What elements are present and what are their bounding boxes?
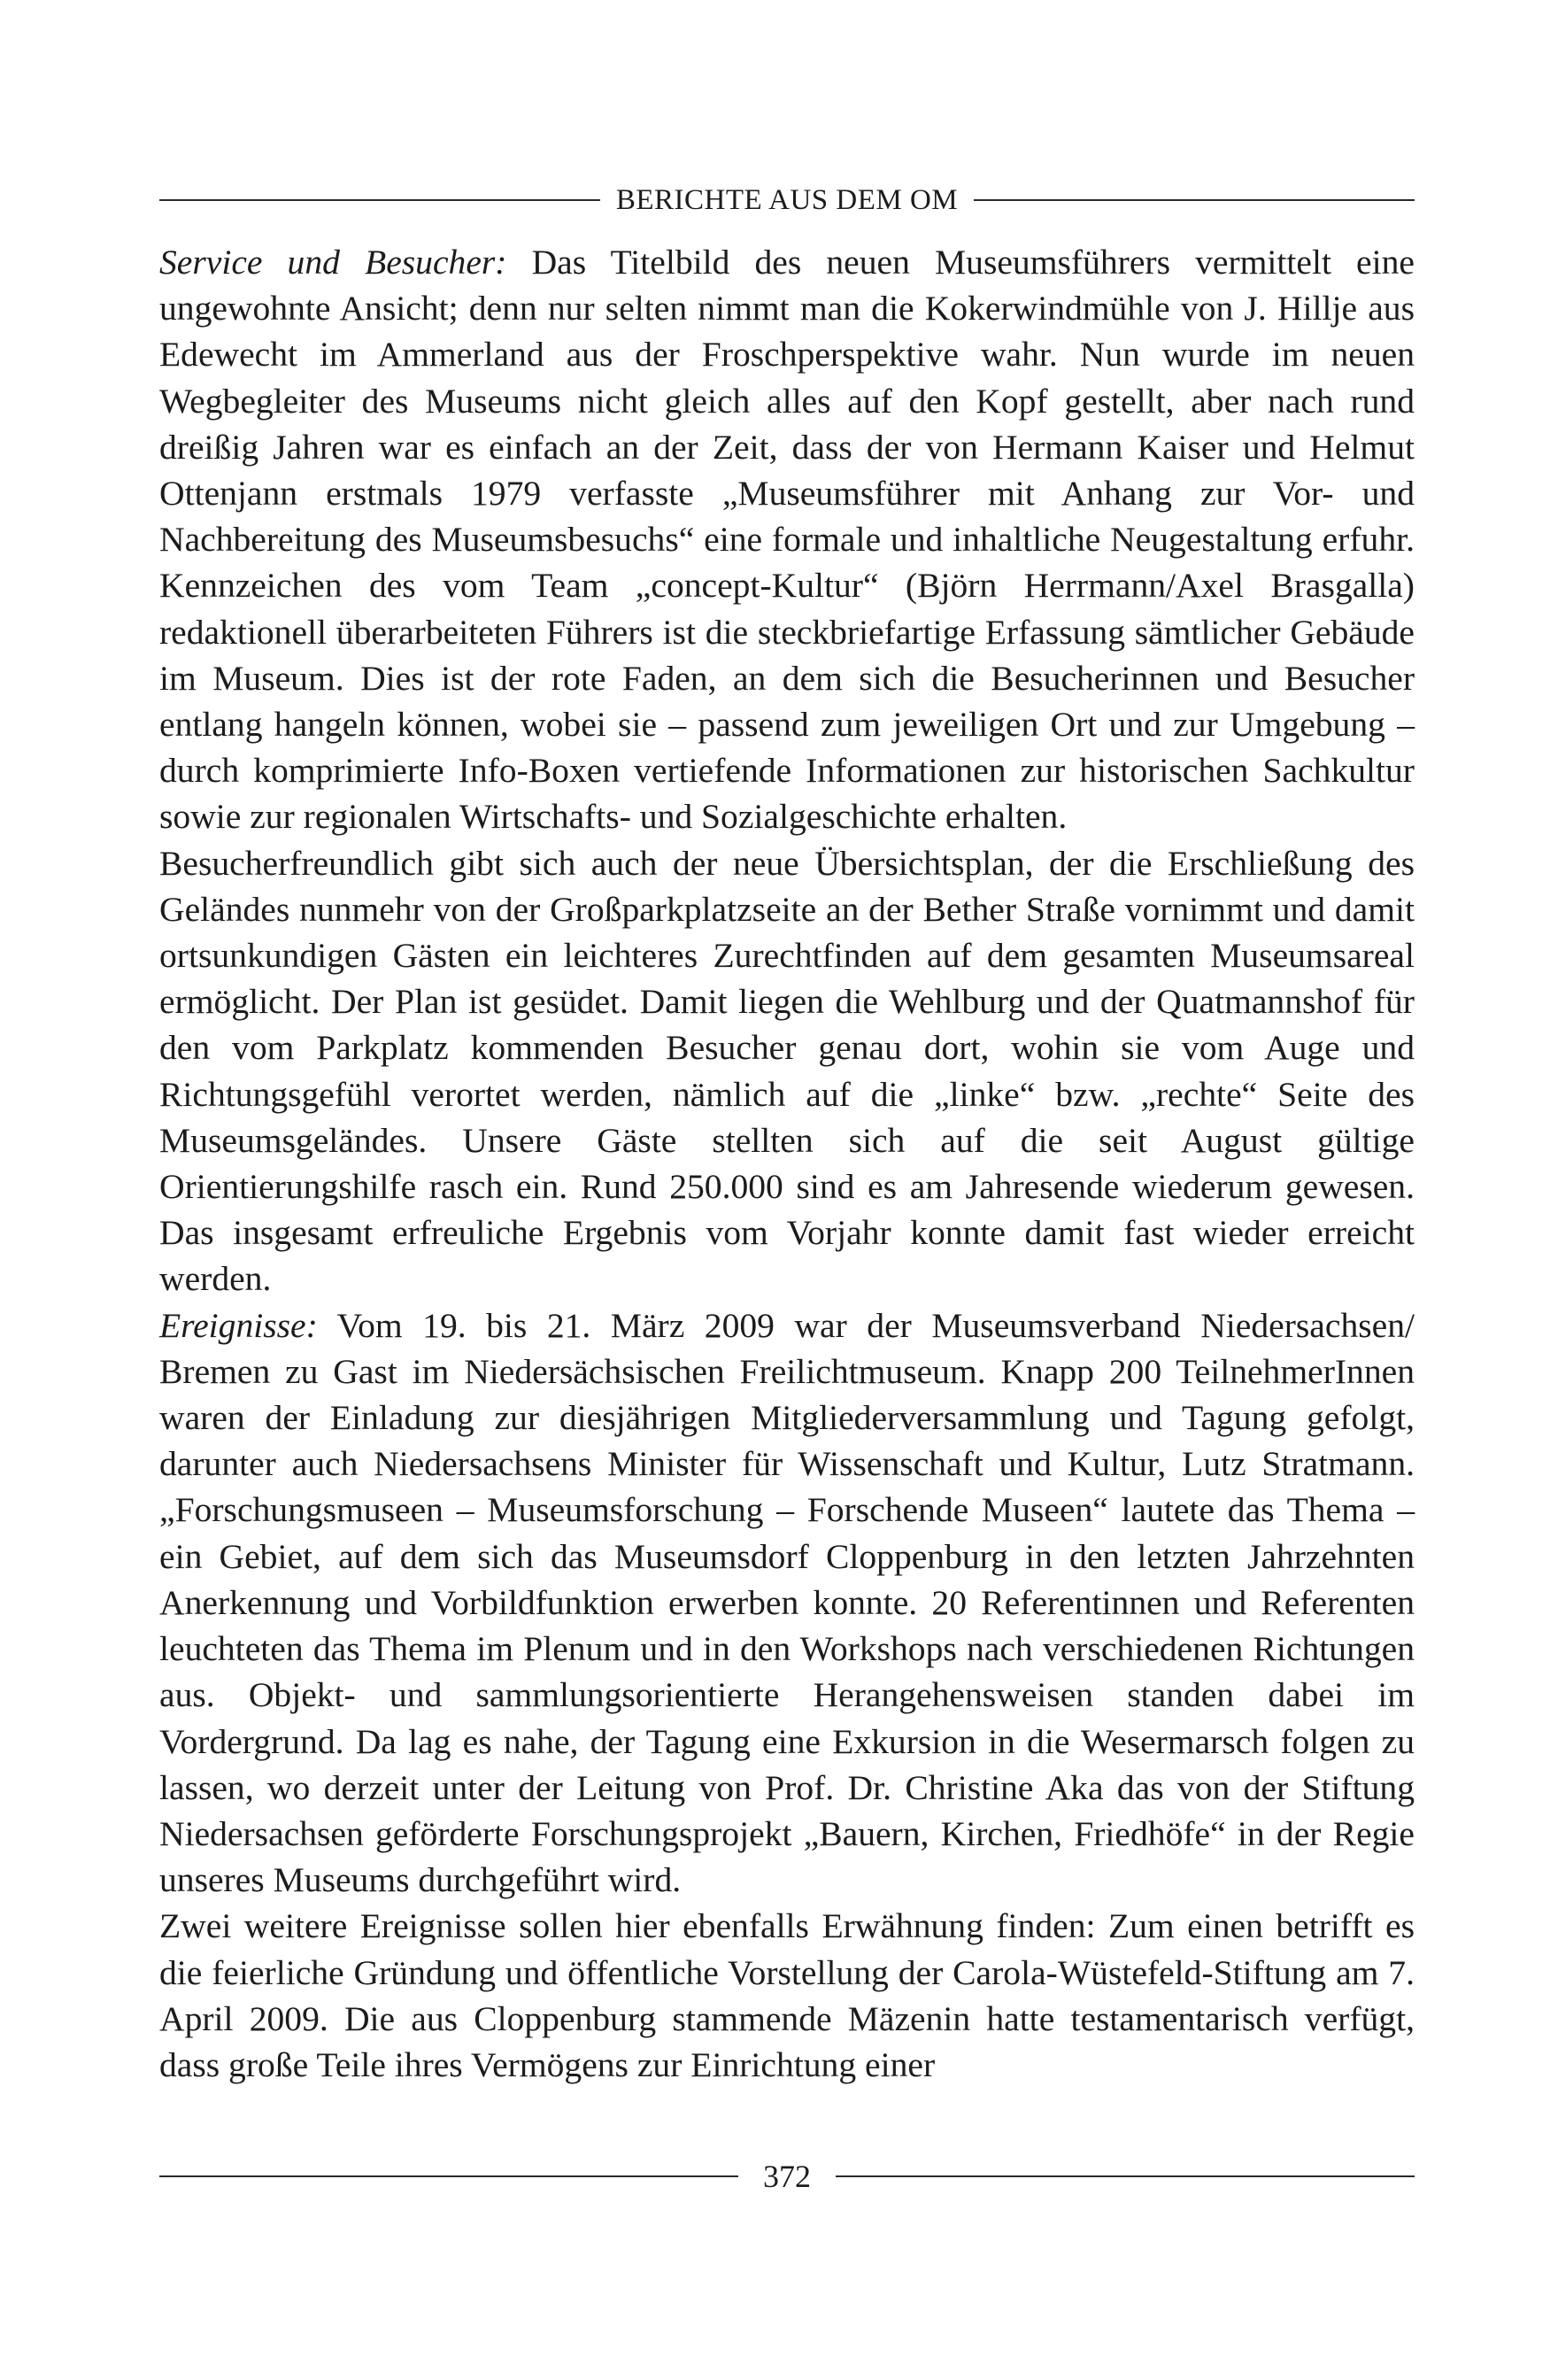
paragraph-text: Besucherfreundlich gibt sich auch der neue Übersichtsplan, der die Erschließung des Geländes nunmehr von der Großparkplatzseite an der Bether Straße vornimmt und damit ortsunkundigen Gästen ein leichteres Zurechtfinden auf dem gesamten Museumsareal ermöglicht. Der Plan ist gesüdet. Damit liegen die Wehlburg und der Quatmannshof für den vom Parkplatz kommenden Besucher genau dort, wohin sie vom Auge und Richtungsgefühl verortet werden, nämlich auf die „linke“ bzw. „rechte“ Seite des Museumsgeländes. Unsere Gäste stellten sich auf die seit August gültige Orientierungshilfe rasch ein. Rund 250.000 sind es am Jahresende wiederum gewesen. Das insgesamt erfreuliche Ergebnis vom Vorjahr konnte damit fast wieder erreicht werden. [159, 843, 1415, 1299]
page [159, 174, 1415, 2088]
paragraph-ereignisse [159, 1302, 1415, 1904]
body-text [159, 239, 1415, 2088]
header-rule-left [159, 199, 600, 201]
paragraph-text: Das Titelbild des neuen Museumsführers vermittelt eine ungewohnte Ansicht; denn nur selten nimmt man die Kokerwindmühle von J. Hillje aus Edewecht im Ammerland aus der Froschperspektive wahr. Nun wurde im neuen Wegbegleiter des Museums nicht gleich alles auf den Kopf gestellt, aber nach rund dreißig Jahren war es einfach an der Zeit, dass der von Hermann Kaiser und Helmut Ottenjann erstmals 1979 verfasste „Museumsführer mit Anhang zur Vor- und Nachbereitung des Museumsbesuchs“ eine formale und inhaltliche Neugestaltung erfuhr. Kennzeichen des vom Team „concept-Kultur“ (Björn Herrmann/Axel Brasgalla) redaktionell überarbeiteten Führers ist die steckbriefartige Erfassung sämtlicher Gebäude im Museum. Dies ist der rote Faden, an dem sich die Besucherinnen und Besucher entlang hangeln können, wobei sie – passend zum jeweiligen Ort und zur Umgebung – durch komprimierte Info-Boxen vertiefende Informationen zur historischen Sachkultur sowie zur regionalen Wirtschafts- und Sozialgeschichte erhalten. [159, 243, 1415, 837]
paragraph-zwei-weitere-ereignisse [159, 1903, 1415, 2088]
page-footer [159, 2150, 1415, 2203]
paragraph-lead: Ereignisse: [159, 1305, 318, 1345]
footer-rule-left [159, 2175, 738, 2177]
page-number: 372 [763, 2159, 811, 2194]
paragraph-lead: Service und Besucher: [159, 243, 507, 282]
paragraph-text: Zwei weitere Ereignisse sollen hier ebenfalls Erwähnung finden: Zum einen betrifft es die feierliche Gründung und öffentliche Vorstellung der Carola-Wüstefeld-Stiftung am 7. April 2009. Die aus Cloppenburg stammende Mäzenin hatte testamentarisch verfügt, dass große Teile ihres Vermögens zur Einrichtung einer [159, 1906, 1415, 2084]
running-header [159, 174, 1415, 227]
paragraph-text: Vom 19. bis 21. März 2009 war der Museumsverband Niedersachsen/ Bremen zu Gast im Niedersächsischen Freilichtmuseum. Knapp 200 TeilnehmerInnen waren der Einladung zur diesjährigen Mitgliederversammlung und Tagung gefolgt, darunter auch Niedersachsens Minister für Wissenschaft und Kultur, Lutz Stratmann. „Forschungsmuseen – Museumsforschung – Forschende Museen“ lautete das Thema – ein Gebiet, auf dem sich das Museumsdorf Cloppenburg in den letzten Jahrzehnten Anerkennung und Vorbildfunktion erwerben konnte. 20 Referentinnen und Referenten leuchteten das Thema im Plenum und in den Workshops nach verschiedenen Richtungen aus. Objekt- und sammlungsorientierte Herangehensweisen standen dabei im Vordergrund. Da lag es nahe, der Tagung eine Exkursion in die Wesermarsch folgen zu lassen, wo derzeit unter der Leitung von Prof. Dr. Christine Aka das von der Stiftung Niedersachsen geförderte Forschungsprojekt „Bauern, Kirchen, Friedhöfe“ in der Regie unseres Museums durchgeführt wird. [159, 1305, 1415, 1900]
header-rule-right [974, 199, 1415, 201]
footer-rule-right [836, 2175, 1415, 2177]
paragraph-service-und-besucher [159, 239, 1415, 840]
paragraph-besucherfreundlich [159, 840, 1415, 1302]
running-header-title: BERICHTE AUS DEM OM [615, 183, 959, 216]
